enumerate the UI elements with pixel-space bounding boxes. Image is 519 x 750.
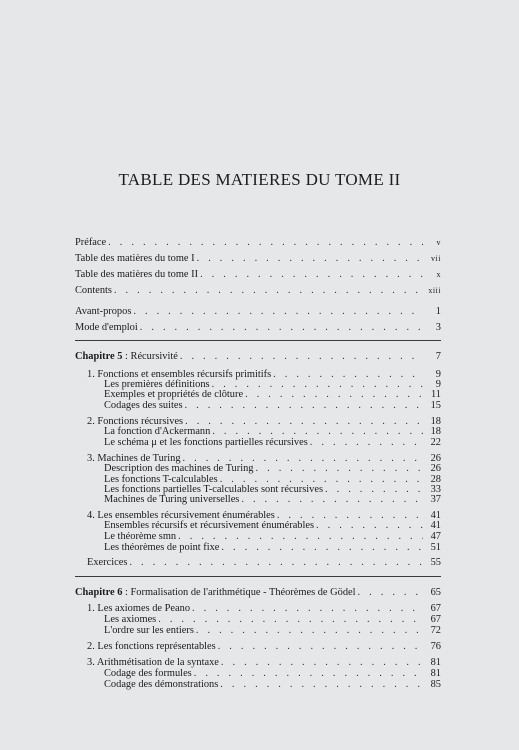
toc-entry-page: 51	[430, 542, 441, 553]
toc-entry-page: 76	[430, 641, 441, 652]
toc-entry-label: Mode d'emploi	[75, 322, 138, 333]
toc-entry-label: Table des matières du tome II	[75, 269, 199, 280]
toc-entry-label: Les théorèmes de point fixe	[104, 542, 220, 553]
toc-entry-page: vii	[431, 254, 441, 263]
toc-entry-page: 18	[430, 416, 441, 427]
section-divider	[75, 340, 441, 341]
toc-entry-label: Exemples et propriétés de clôture	[104, 389, 244, 400]
toc-entry-label: 3. Machines de Turing	[87, 453, 181, 464]
toc-subsection	[104, 542, 441, 554]
leader-dots	[108, 237, 423, 249]
toc-entry-page: 72	[430, 625, 441, 636]
leader-dots	[140, 322, 423, 334]
leader-dots	[241, 494, 423, 506]
toc-entry-page: 55	[430, 557, 441, 568]
toc-entry-label: 4. Les ensembles récursivement énumérables	[87, 510, 275, 521]
toc-entry-page: xiii	[428, 286, 441, 295]
leader-dots	[358, 587, 423, 599]
toc-entry-page: 26	[430, 463, 441, 474]
toc-entry-label: Machines de Turing universelles	[104, 494, 240, 505]
toc-entry-label: Codages des suites	[104, 400, 183, 411]
toc-entry-label: Codage des formules	[104, 668, 192, 679]
toc-subsection	[104, 494, 441, 506]
toc-entry-page: 15	[430, 400, 441, 411]
toc-entry-page: 85	[430, 679, 441, 690]
toc-entry-page: 47	[430, 531, 441, 542]
toc-entry-page: x	[436, 270, 441, 279]
toc-entry-label: Table des matières du tome I	[75, 253, 195, 264]
toc-entry-label: Codage des démonstrations	[104, 679, 219, 690]
toc-entry-page: v	[436, 238, 441, 247]
toc-entry-page: 65	[430, 587, 441, 598]
toc-entry-page: 41	[430, 520, 441, 531]
toc-entry	[75, 253, 441, 265]
toc-subsection	[104, 437, 441, 449]
toc-entry	[75, 269, 441, 281]
chapter-number: Chapitre 6	[75, 587, 123, 598]
toc-entry-page: 67	[430, 614, 441, 625]
toc-subsection	[104, 400, 441, 412]
toc-entry	[75, 322, 441, 334]
toc-entry-label: La fonction d'Ackermann	[104, 426, 211, 437]
toc-entry-page: 18	[430, 426, 441, 437]
toc-entry-label: Ensembles récursifs et récursivement énumérables	[104, 520, 315, 531]
toc-entry-label: 2. Fonctions récursives	[87, 416, 184, 427]
toc-entry-label: Les premières définitions	[104, 379, 210, 390]
toc-entry-label: Contents	[75, 285, 112, 296]
toc-entry-page: 3	[435, 322, 441, 333]
page-title: TABLE DES MATIERES DU TOME II	[118, 170, 401, 189]
toc-entry	[75, 285, 441, 297]
chapter-title: : Formalisation de l'arithmétique - Théorèmes de Gödel	[122, 587, 356, 598]
toc-subsection	[104, 679, 441, 691]
toc-entry-label: Préface	[75, 237, 107, 248]
toc-entry-label: Les axiomes	[104, 614, 157, 625]
toc-entry-page: 67	[430, 603, 441, 614]
leader-dots	[218, 641, 423, 653]
toc-entry-page: 9	[435, 369, 441, 380]
toc-entry-label: Les fonctions T-calculables	[104, 474, 218, 485]
toc-section	[87, 557, 441, 569]
toc-entry-label: Le schéma μ et les fonctions partielles récursives	[104, 437, 308, 448]
toc-entry-page: 11	[430, 389, 441, 400]
toc-entry-page: 1	[435, 306, 441, 317]
chapter-title: : Récursivité	[122, 351, 178, 362]
toc-subsection	[104, 625, 441, 637]
toc-entry-label: 1. Fonctions et ensembles récursifs primitifs	[87, 369, 272, 380]
toc-entry-page: 41	[430, 510, 441, 521]
leader-dots	[221, 542, 423, 554]
leader-dots	[180, 351, 423, 363]
leader-dots	[220, 679, 423, 691]
leader-dots	[133, 306, 423, 318]
leader-dots	[185, 400, 424, 412]
toc-entry-label: 1. Les axiomes de Peano	[87, 603, 191, 614]
toc-entry-label: Le théorème smn	[104, 531, 177, 542]
toc-entry-page: 37	[430, 494, 441, 505]
toc-entry-label: Avant-propos	[75, 306, 132, 317]
chapter-number: Chapitre 5	[75, 351, 123, 362]
leader-dots	[114, 285, 423, 297]
toc-entry-page: 9	[435, 379, 441, 390]
toc-entry-page: 22	[430, 437, 441, 448]
chapter-heading	[75, 351, 441, 363]
leader-dots	[197, 253, 423, 265]
toc-entry-page: 33	[430, 484, 441, 495]
chapter-heading	[75, 587, 441, 599]
toc-entry-page: 7	[435, 351, 441, 362]
toc-section	[87, 641, 441, 653]
leader-dots	[200, 269, 423, 281]
toc-entry-page: 26	[430, 453, 441, 464]
toc-entry-label: L'ordre sur les entiers	[104, 625, 194, 636]
toc-entry-label: Les fonctions partielles T-calculables sont récursives	[104, 484, 324, 495]
toc-entry-label: Description des machines de Turing	[104, 463, 254, 474]
leader-dots	[310, 437, 423, 449]
toc-entry-page: 28	[430, 474, 441, 485]
toc-entry	[75, 237, 441, 249]
toc-entry-label: 3. Arithmétisation de la syntaxe	[87, 657, 219, 668]
leader-dots	[196, 625, 423, 637]
section-divider	[75, 576, 441, 577]
toc-entry	[75, 306, 441, 318]
toc-entry-page: 81	[430, 668, 441, 679]
toc-entry-page: 81	[430, 657, 441, 668]
toc-entry-label: Exercices	[87, 557, 128, 568]
leader-dots	[129, 557, 423, 569]
toc-entry-label: 2. Les fonctions représentables	[87, 641, 216, 652]
